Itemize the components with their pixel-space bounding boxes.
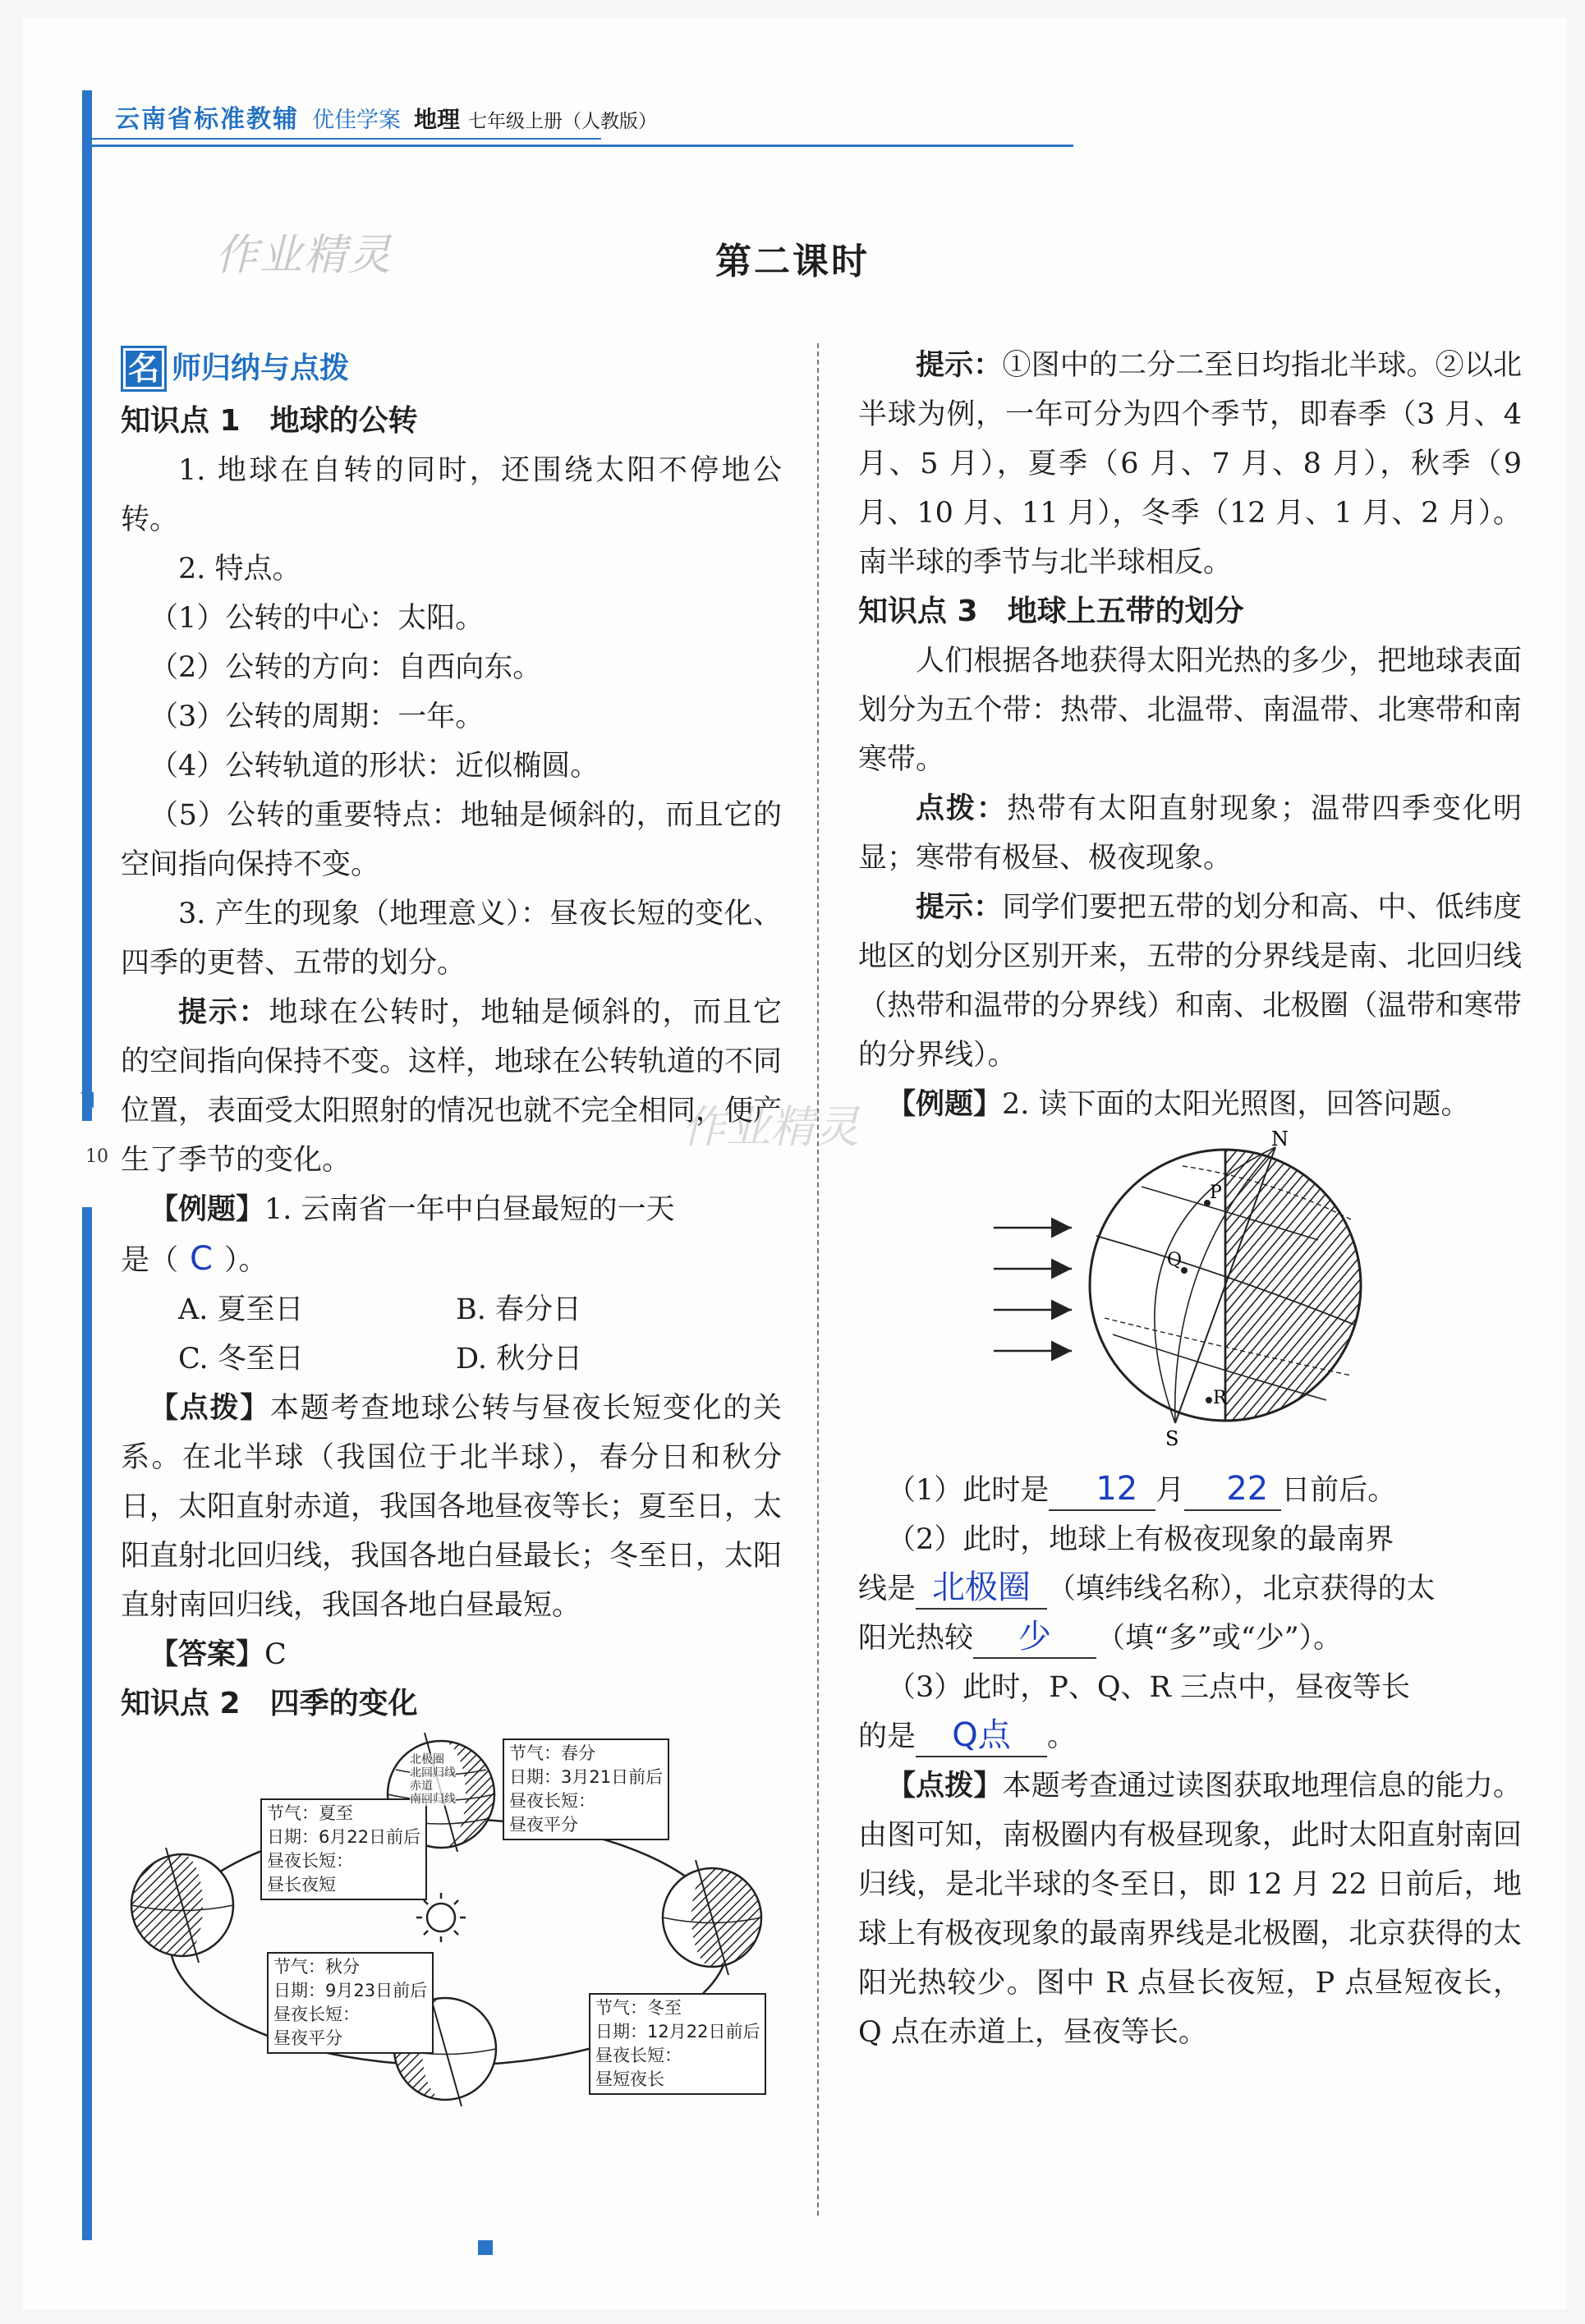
header-grade: 七年级上册（人教版）	[468, 111, 658, 132]
q2-line1: （2）此时，地球上有极夜现象的最南界	[887, 1523, 1394, 1556]
watermark-center: 作业精灵	[682, 1101, 859, 1153]
example-1-paren-open: 是（	[121, 1244, 179, 1277]
label-winter	[589, 1993, 766, 2095]
example-1-answer: C	[190, 1240, 213, 1278]
q2-text-e: （填“多”或“少”）。	[1096, 1622, 1343, 1655]
tip-3	[858, 883, 1522, 1080]
q3-blank	[916, 1716, 1047, 1757]
dianbo-3-text: 本题考查通过读图获取地理信息的能力。由图可知，南极圈内有极昼现象，此时太阳直射南回归线，是北半球的冬至日，即 12 月 22 日前后，地球上有极夜现象的最南界线是北极圈，北京获得的太阳光热较少。图中 R 点昼长夜短，P 点昼短夜长，Q 点在赤道上，昼夜等长。	[858, 1770, 1522, 2049]
q3-line1: （3）此时，P、Q、R 三点中，昼夜等长	[887, 1671, 1410, 1704]
left-column	[121, 341, 782, 2106]
label-summer	[260, 1798, 427, 1900]
answer-line	[121, 1630, 782, 1679]
q1-month-answer: 12	[1096, 1470, 1138, 1508]
autumn-line-3: 昼夜长短：	[273, 2005, 360, 2024]
winter-line-2: 日期：12月22日前后	[595, 2022, 760, 2042]
q3-text-c: 。	[1047, 1720, 1077, 1753]
section-title: 师归纳与点拨	[172, 351, 350, 385]
dianbo-1	[121, 1384, 782, 1630]
summer-line-1: 节气：夏至	[267, 1803, 353, 1823]
header-rule	[92, 145, 1073, 147]
option-c: C. 冬至日	[178, 1343, 304, 1376]
label-tropic-cancer: 北回归线	[410, 1766, 456, 1780]
label-r: R	[1213, 1388, 1227, 1408]
watermark-logo: 作业精灵	[215, 231, 393, 280]
tip-3-text: 同学们要把五带的划分和高、中、低纬度地区的划分区别开来，五带的分界线是南、北回归线（热带和温带的分界线）和南、北极圈（温带和寒带的分界线）。	[858, 891, 1522, 1072]
header-subject: 地理	[414, 106, 461, 133]
dianbo-2-label: 点拨：	[916, 792, 1007, 825]
winter-line-4: 昼短夜长	[595, 2069, 664, 2089]
page-number: 10	[85, 1146, 108, 1167]
q2-blank-2	[973, 1618, 1096, 1659]
sunlight-svg	[858, 1129, 1522, 1466]
tip-3-label: 提示：	[916, 891, 1003, 924]
kp1-item-2: （2）公转的方向：自西向东。	[149, 651, 542, 684]
label-s: S	[1165, 1427, 1179, 1450]
q2-text-c: （填纬线名称），北京获得的太	[1047, 1573, 1436, 1605]
label-autumn	[267, 1952, 434, 2054]
sunlight-figure	[858, 1129, 1522, 1466]
kp3-para1: 人们根据各地获得太阳光热的多少，把地球表面划分为五个带：热带、北温带、南温带、北寒带和南寒带。	[858, 645, 1522, 776]
spring-line-2: 日期：3月21日前后	[509, 1767, 664, 1787]
autumn-line-1: 节气：秋分	[273, 1957, 360, 1977]
q1-text-c: 日前后。	[1281, 1474, 1397, 1507]
q1-month-blank	[1049, 1470, 1155, 1511]
season-diagram	[121, 1729, 782, 2106]
header-brand: 云南省标准教辅	[115, 105, 299, 134]
q3-answer: Q点	[952, 1716, 1011, 1754]
sun-icon	[416, 1893, 466, 1942]
q1-text-a: （1）此时是	[887, 1474, 1050, 1507]
example-2-text: 2. 读下面的太阳光照图，回答问题。	[1002, 1088, 1470, 1121]
tip-2-text: ①图中的二分二至日均指北半球。②以北半球为例，一年可分为四个季节，即春季（3 月、4 月、5 月），夏季（6 月、7 月、8 月），秋季（9 月、10 月、11 月），冬季（12 月、1 月、2 月）。南半球的季节与北半球相反。	[858, 349, 1522, 579]
q2-line2	[858, 1564, 1522, 1614]
winter-line-3: 昼夜长短：	[595, 2046, 682, 2065]
winter-line-1: 节气：冬至	[595, 1998, 682, 2018]
autumn-line-2: 日期：9月23日前后	[273, 1981, 428, 2000]
earth-globe	[1090, 1147, 1361, 1423]
kp1-item-3: （3）公转的周期：一年。	[149, 700, 485, 733]
q2-answer-2: 少	[1018, 1618, 1052, 1656]
q2-blank-1	[916, 1568, 1047, 1610]
spring-line-1: 节气：春分	[509, 1743, 595, 1763]
tip-2-label: 提示：	[916, 349, 1003, 382]
label-n: N	[1271, 1129, 1289, 1151]
dianbo-2	[858, 784, 1522, 883]
footer-marker	[478, 2240, 493, 2255]
example-1-question	[121, 1185, 782, 1234]
label-equator: 赤道	[410, 1780, 433, 1793]
kp1-title: 知识点 1 地球的公转	[121, 404, 418, 438]
answer-label: 【答案】	[149, 1638, 265, 1671]
example-2-question	[858, 1080, 1522, 1129]
example-1-label: 【例题】	[149, 1193, 265, 1226]
tip-1	[121, 988, 782, 1185]
example-1-options-row2	[121, 1334, 782, 1384]
header-rule-thin	[92, 138, 601, 140]
q1-day-blank	[1184, 1470, 1281, 1511]
sun-ray-arrows	[994, 1228, 1072, 1351]
label-tropic-capricorn: 南回归线	[410, 1793, 456, 1806]
label-spring	[503, 1738, 669, 1840]
kp1-item-1: （1）公转的中心：太阳。	[149, 602, 485, 635]
dianbo-2-text: 热带有太阳直射现象；温带四季变化明显；寒带有极昼、极夜现象。	[858, 792, 1522, 875]
option-d: D. 秋分日	[456, 1343, 583, 1376]
answer-value: C	[264, 1638, 287, 1671]
tip-1-text: 地球在公转时，地轴是倾斜的，而且它的空间指向保持不变。这样，地球在公转轨道的不同位置，表面受太阳照射的情况也就不完全相同，便产生了季节的变化。	[121, 996, 783, 1177]
globe-latitude-labels	[410, 1753, 456, 1806]
column-divider	[817, 343, 819, 2216]
kp1-para2: 2. 特点。	[178, 553, 301, 586]
label-q: Q	[1167, 1250, 1183, 1270]
margin-marker	[80, 1092, 94, 1109]
summer-line-2: 日期：6月22日前后	[267, 1827, 421, 1847]
tip-2	[858, 341, 1522, 587]
q3-line2	[858, 1712, 1522, 1761]
dianbo-3-label: 【点拨】	[887, 1770, 1003, 1803]
page-title: 第二课时	[715, 241, 870, 282]
q1-day-answer: 22	[1226, 1470, 1269, 1508]
q1-text-b: 月	[1155, 1474, 1185, 1507]
dianbo-1-text: 本题考查地球公转与昼夜长短变化的关系。在北半球（我国位于北半球），春分日和秋分日，太阳直射赤道，我国各地昼夜等长；夏至日，太阳直射北回归线，我国各地白昼最长；冬至日，太阳直射南回归线，我国各地白昼最短。	[121, 1392, 783, 1622]
example-1-options-row1	[121, 1285, 782, 1334]
q2-line3	[858, 1614, 1522, 1663]
spring-line-4: 昼夜平分	[509, 1815, 578, 1835]
kp1-para1: 1. 地球在自转的同时，还围绕太阳不停地公转。	[121, 454, 782, 536]
globe-summer	[131, 1848, 233, 1963]
q2-text-b: 线是	[858, 1573, 917, 1605]
example-1-blank-line	[121, 1234, 782, 1285]
kp1-para3: 3. 产生的现象（地理意义）：昼夜长短的变化、四季的更替、五带的划分。	[121, 898, 782, 980]
option-b: B. 春分日	[456, 1293, 581, 1326]
globe-autumn	[663, 1860, 761, 1975]
kp1-item-5: （5）公转的重要特点：地轴是倾斜的，而且它的空间指向保持不变。	[121, 799, 782, 881]
summer-line-4: 昼长夜短	[267, 1875, 336, 1895]
right-column	[858, 341, 1522, 2057]
kp1-item-4: （4）公转轨道的形状：近似椭圆。	[149, 750, 600, 783]
kp2-title: 知识点 2 四季的变化	[121, 1687, 418, 1720]
q1-line	[858, 1466, 1522, 1515]
label-arctic-circle: 北极圈	[410, 1753, 444, 1766]
spring-line-3: 昼夜长短：	[509, 1791, 595, 1811]
example-1-text: 1. 云南省一年中白昼最短的一天	[264, 1193, 675, 1226]
q2-text-d: 阳光热较	[858, 1622, 974, 1655]
summer-line-3: 昼夜长短：	[267, 1851, 353, 1871]
left-margin-bar-lower	[82, 1207, 92, 2240]
dianbo-1-label: 【点拨】	[149, 1392, 270, 1425]
option-a: A. 夏至日	[178, 1293, 304, 1326]
example-1-paren-close: ）。	[223, 1244, 268, 1277]
autumn-line-4: 昼夜平分	[273, 2028, 342, 2048]
q2-answer-1: 北极圈	[932, 1568, 1031, 1606]
example-2-label: 【例题】	[887, 1088, 1003, 1121]
dianbo-3	[858, 1761, 1522, 2057]
label-p: P	[1210, 1183, 1222, 1203]
tip-1-label: 提示：	[178, 996, 269, 1029]
section-badge: 名	[121, 346, 167, 392]
running-header	[115, 99, 657, 135]
section-heading	[121, 341, 782, 397]
q3-text-b: 的是	[858, 1720, 917, 1753]
header-series: 优佳学案	[312, 108, 401, 133]
kp3-title: 知识点 3 地球上五带的划分	[858, 595, 1244, 628]
